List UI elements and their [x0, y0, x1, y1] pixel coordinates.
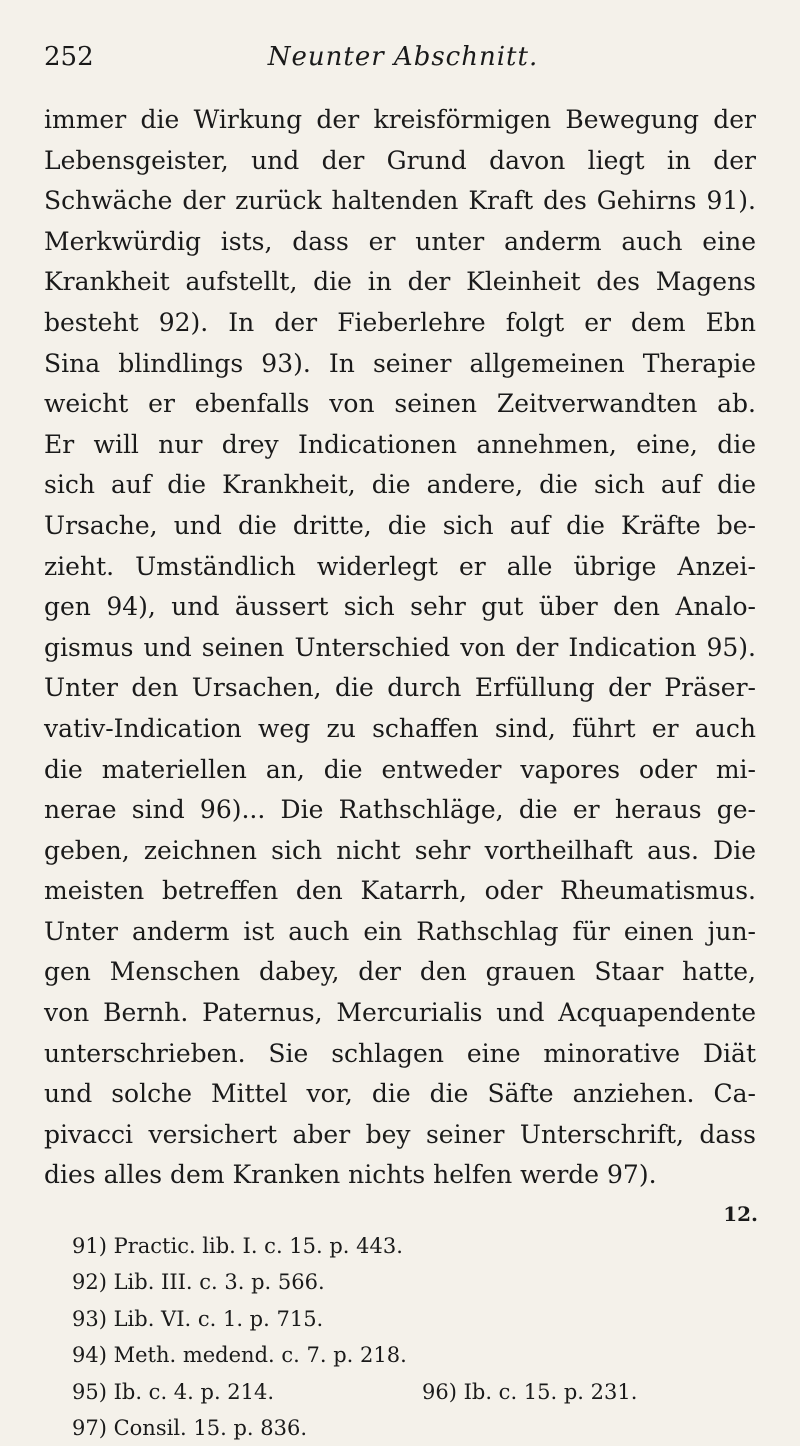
text-line: gen 94), und äussert sich sehr gut über den Analo-: [44, 592, 756, 622]
footnotes: [72, 1228, 712, 1446]
text-line: Lebensgeister, und der Grund davon liegt in der: [44, 145, 756, 175]
text-line: Er will nur drey Indicationen annehmen, eine, die: [44, 429, 756, 459]
text-line: die materiellen an, die entweder vapores oder mi-: [44, 754, 756, 784]
text-line: vativ-Indication weg zu schaffen sind, führt er auch: [44, 713, 756, 743]
text-line: besteht 92). In der Fieberlehre folgt er dem Ebn: [44, 307, 756, 337]
text-line: geben, zeichnen sich nicht sehr vortheilhaft aus. Die: [44, 835, 756, 865]
text-line: gen Menschen dabey, der den grauen Staar hatte,: [44, 957, 756, 987]
text-line: gismus und seinen Unterschied von der Indication 95).: [44, 632, 756, 662]
text-line: Merkwürdig ists, dass er unter anderm auch eine: [44, 226, 756, 256]
page-number: 252: [44, 42, 94, 72]
section-marker: 12.: [723, 1202, 758, 1226]
text-line: unterschrieben. Sie schlagen eine minorative Diät: [44, 1038, 756, 1068]
text-line: sich auf die Krankheit, die andere, die sich auf die: [44, 470, 756, 500]
text-line: und solche Mittel vor, die die Säfte anziehen. Ca-: [44, 1079, 756, 1109]
footnote: 92) Lib. III. c. 3. p. 566.: [72, 1270, 325, 1295]
footnote: 94) Meth. medend. c. 7. p. 218.: [72, 1343, 407, 1368]
text-line: weicht er ebenfalls von seinen Zeitverwandten ab.: [44, 389, 756, 419]
text-line: Unter anderm ist auch ein Rathschlag für einen jun-: [44, 916, 756, 946]
text-line: von Bernh. Paternus, Mercurialis und Acquapendente: [44, 998, 756, 1028]
text-line: Ursache, und die dritte, die sich auf die Kräfte be-: [44, 510, 756, 540]
page-header: [36, 38, 770, 78]
text-line: immer die Wirkung der kreisförmigen Bewegung der: [44, 105, 756, 134]
text-line: Unter den Ursachen, die durch Erfüllung der Präser-: [44, 673, 756, 703]
footnote: 97) Consil. 15. p. 836.: [72, 1415, 308, 1440]
text-line: Schwäche der zurück haltenden Kraft des Gehirns 91).: [44, 186, 756, 216]
footnote: 96) Ib. c. 15. p. 231.: [422, 1379, 638, 1404]
text-line: pivacci versichert aber bey seiner Unterschrift, dass: [44, 1119, 756, 1149]
text-line: dies alles dem Kranken nichts helfen werde 97).: [44, 1160, 657, 1190]
main-text: [44, 100, 756, 1196]
footnote: 93) Lib. VI. c. 1. p. 715.: [72, 1306, 324, 1331]
text-line: nerae sind 96)... Die Rathschläge, die er heraus ge-: [44, 795, 756, 825]
text-line: Sina blindlings 93). In seiner allgemeinen Therapie: [44, 348, 756, 378]
footnote: 91) Practic. lib. I. c. 15. p. 443.: [72, 1234, 403, 1258]
footnote-row: [72, 1374, 712, 1410]
running-title: Neunter Abschnitt.: [267, 42, 539, 72]
text-line: zieht. Umständlich widerlegt er alle übrige Anzei-: [44, 551, 756, 581]
text-line: meisten betreffen den Katarrh, oder Rheumatismus.: [44, 876, 756, 906]
footnote: 95) Ib. c. 4. p. 214.: [72, 1379, 275, 1404]
text-line: Krankheit aufstellt, die in der Kleinheit des Magens: [44, 267, 756, 297]
